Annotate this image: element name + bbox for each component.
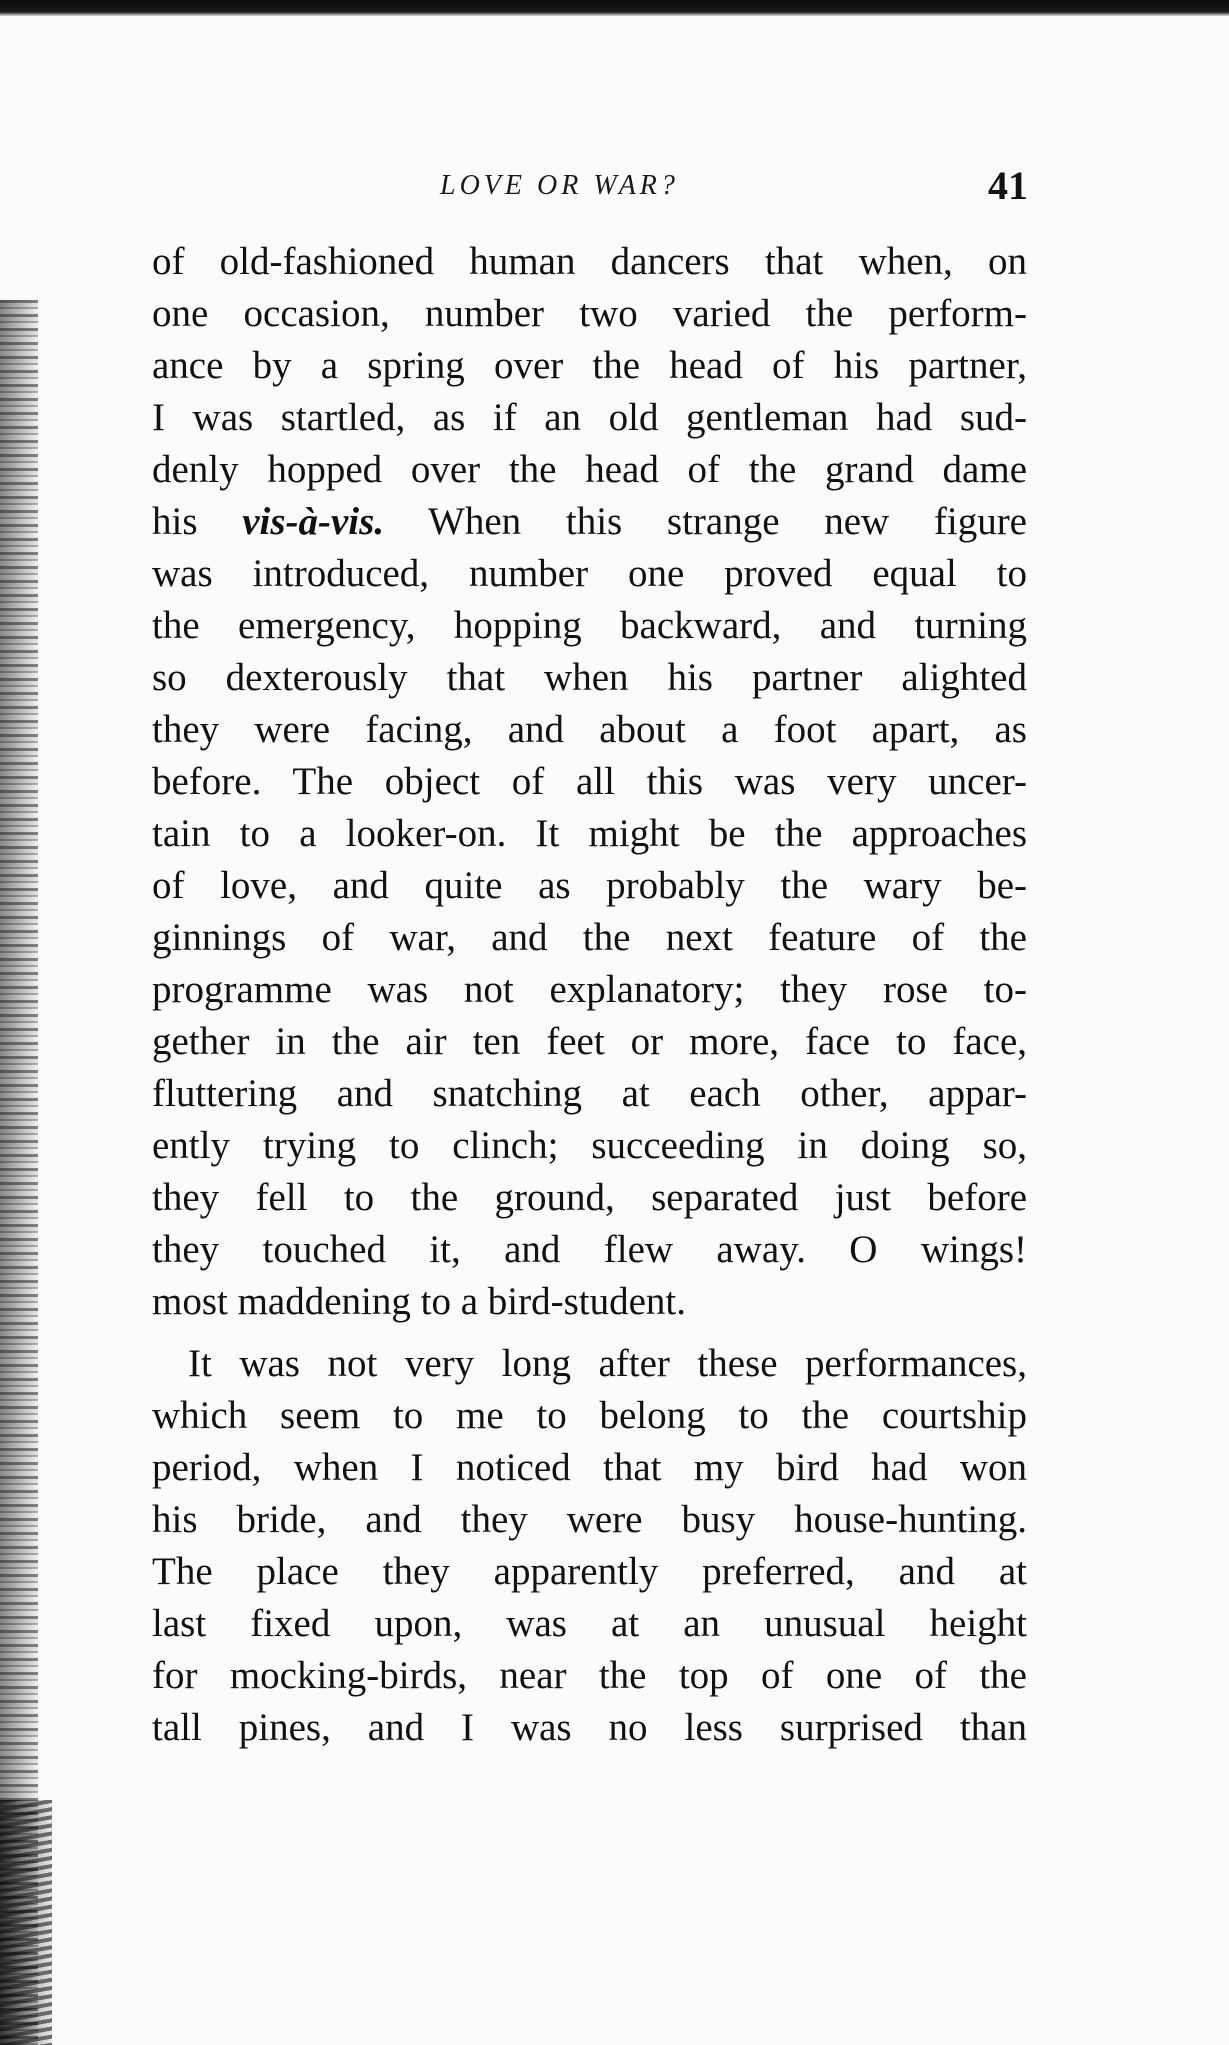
text-line: most maddening to a bird-student.: [152, 1280, 687, 1323]
text-line: The place they apparently preferred, and at: [152, 1550, 1027, 1593]
running-title: LOVE OR WAR?: [440, 170, 679, 201]
text-line: It was not very long after these performances,: [188, 1342, 1027, 1385]
text-run: When this strange new figure: [384, 500, 1027, 543]
text-line: they touched it, and flew away. O wings!: [152, 1228, 1027, 1271]
text-line: period, when I noticed that my bird had won: [152, 1446, 1027, 1489]
text-line: last fixed upon, was at an unusual height: [152, 1602, 1027, 1645]
text-line: for mocking-birds, near the top of one of the: [152, 1654, 1027, 1697]
text-line: gether in the air ten feet or more, face to face,: [152, 1020, 1027, 1063]
text-line: ently trying to clinch; succeeding in doing so,: [152, 1124, 1027, 1167]
text-line: so dexterously that when his partner alighted: [152, 656, 1027, 699]
text-line: of love, and quite as probably the wary be-: [152, 864, 1027, 907]
text-line: his bride, and they were busy house-hunting.: [152, 1498, 1027, 1541]
scan-binding-shadow: [0, 300, 38, 2045]
page-number: 41: [988, 163, 1028, 208]
text-line: denly hopped over the head of the grand dame: [152, 448, 1027, 491]
scan-binding-shadow-lower: [0, 1800, 52, 2045]
scan-top-edge: [0, 0, 1229, 16]
text-run: his: [152, 500, 243, 543]
text-line: tain to a looker-on. It might be the approaches: [152, 812, 1027, 855]
text-line: ance by a spring over the head of his partner,: [152, 344, 1027, 387]
text-line: ginnings of war, and the next feature of the: [152, 916, 1027, 959]
text-line: they fell to the ground, separated just before: [152, 1176, 1027, 1219]
italic-phrase: vis-à-vis.: [242, 500, 385, 543]
text-line: which seem to me to belong to the courtship: [152, 1394, 1027, 1437]
text-line: of old-fashioned human dancers that when, on: [152, 240, 1027, 283]
text-line: the emergency, hopping backward, and turning: [152, 604, 1027, 647]
paragraph-gap: [152, 1328, 1027, 1338]
text-line: one occasion, number two varied the perform-: [152, 292, 1027, 335]
text-line: before. The object of all this was very uncer-: [152, 760, 1027, 803]
text-line: fluttering and snatching at each other, appar-: [152, 1072, 1027, 1115]
text-line: I was startled, as if an old gentleman had sud-: [152, 396, 1027, 439]
body-text: [152, 236, 1027, 1754]
text-line-with-italic: [152, 496, 1027, 548]
text-line: was introduced, number one proved equal to: [152, 552, 1027, 595]
text-line: they were facing, and about a foot apart, as: [152, 708, 1027, 751]
text-line: tall pines, and I was no less surprised than: [152, 1706, 1027, 1749]
running-head: [150, 162, 1030, 212]
text-line: programme was not explanatory; they rose to-: [152, 968, 1027, 1011]
